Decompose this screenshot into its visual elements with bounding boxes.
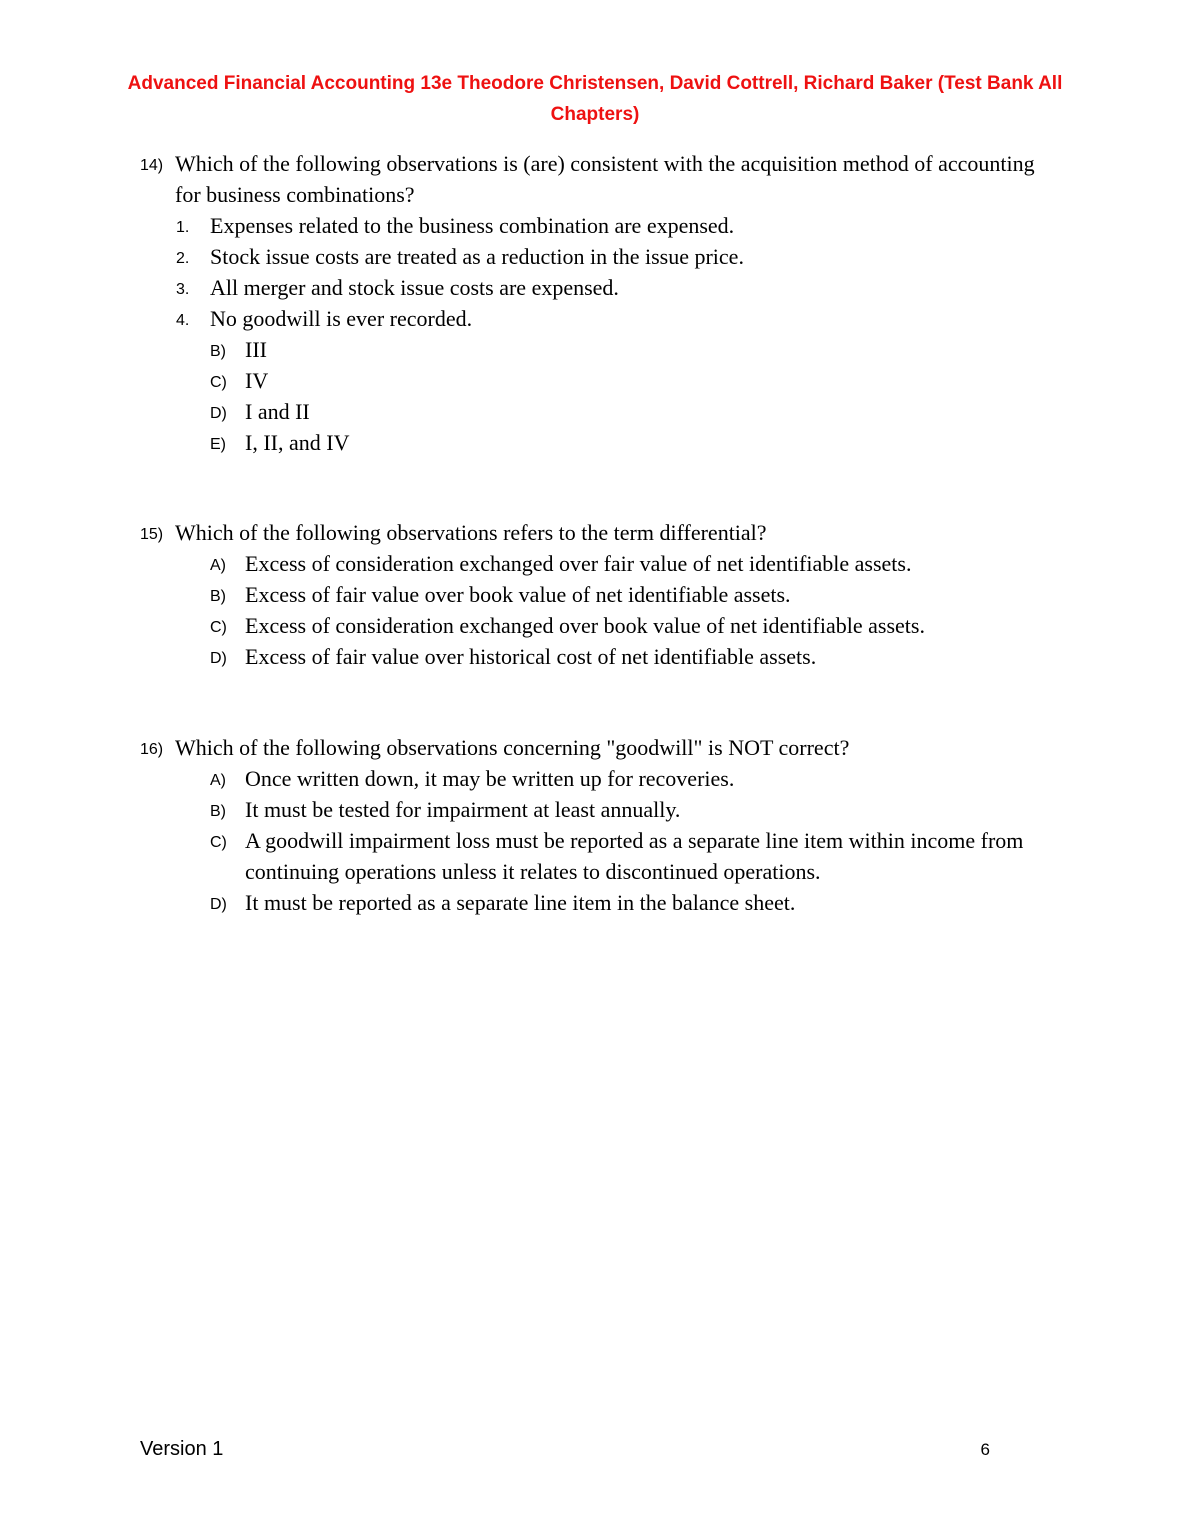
statement-marker: 4. xyxy=(176,312,190,329)
answer-choice xyxy=(140,610,1040,641)
choice-text: Excess of consideration exchanged over fair value of net identifiable assets. xyxy=(245,551,912,576)
choice-marker: B) xyxy=(210,343,226,360)
answer-choice xyxy=(140,334,1040,365)
statement-item xyxy=(140,272,1040,303)
answer-choice xyxy=(140,794,1040,825)
choice-text: III xyxy=(245,337,267,362)
question-number: 15) xyxy=(140,526,164,543)
choice-text: Once written down, it may be written up for recoveries. xyxy=(245,766,735,791)
question-16 xyxy=(140,732,1040,918)
choice-marker: D) xyxy=(210,896,227,913)
choice-marker: A) xyxy=(210,557,226,574)
choice-text: I, II, and IV xyxy=(245,430,350,455)
choice-marker: B) xyxy=(210,588,226,605)
question-15 xyxy=(140,517,1040,672)
statement-marker: 2. xyxy=(176,250,190,267)
answer-choice xyxy=(140,548,1040,579)
question-stem xyxy=(140,517,1040,548)
statement-item xyxy=(140,303,1040,334)
choice-text: It must be reported as a separate line item in the balance sheet. xyxy=(245,890,796,915)
question-stem xyxy=(140,732,1040,763)
choice-marker: C) xyxy=(210,834,227,851)
answer-choice xyxy=(140,365,1040,396)
answer-choice xyxy=(140,641,1040,672)
statement-text: No goodwill is ever recorded. xyxy=(210,306,473,331)
statement-text: All merger and stock issue costs are expensed. xyxy=(210,275,619,300)
question-number: 16) xyxy=(140,741,164,758)
choice-text: Excess of consideration exchanged over book value of net identifiable assets. xyxy=(245,613,925,638)
answer-choice xyxy=(140,396,1040,427)
question-text: Which of the following observations is (are) consistent with the acquisition method of accounting for business combinations? xyxy=(175,151,1035,207)
answer-choice xyxy=(140,427,1040,458)
answer-choice xyxy=(140,579,1040,610)
choice-text: Excess of fair value over book value of net identifiable assets. xyxy=(245,582,791,607)
answer-choice xyxy=(140,825,1040,887)
question-text: Which of the following observations refers to the term differential? xyxy=(175,520,767,545)
choice-text: IV xyxy=(245,368,269,393)
statement-marker: 3. xyxy=(176,281,190,298)
footer-version: Version 1 xyxy=(140,1438,224,1460)
choice-marker: B) xyxy=(210,803,226,820)
statement-marker: 1. xyxy=(176,219,190,236)
choice-marker: C) xyxy=(210,374,227,391)
choice-text: It must be tested for impairment at least annually. xyxy=(245,797,681,822)
choice-text: I and II xyxy=(245,399,310,424)
choice-text: Excess of fair value over historical cost of net identifiable assets. xyxy=(245,644,817,669)
statement-item xyxy=(140,241,1040,272)
choice-marker: C) xyxy=(210,619,227,636)
question-14 xyxy=(140,148,1040,458)
question-stem xyxy=(140,148,1040,210)
statement-text: Expenses related to the business combination are expensed. xyxy=(210,213,735,238)
question-text: Which of the following observations concerning "goodwill" is NOT correct? xyxy=(175,735,850,760)
choice-marker: D) xyxy=(210,405,227,422)
statement-item xyxy=(140,210,1040,241)
choice-marker: A) xyxy=(210,772,226,789)
document-header-title: Advanced Financial Accounting 13e Theodore Christensen, David Cottrell, Richard Baker (Test Bank All Chapters) xyxy=(127,73,1063,125)
footer-page-number: 6 xyxy=(980,1440,990,1459)
question-number: 14) xyxy=(140,157,164,174)
answer-choice xyxy=(140,763,1040,794)
choice-marker: E) xyxy=(210,436,226,453)
answer-choice xyxy=(140,887,1040,918)
choice-text: A goodwill impairment loss must be reported as a separate line item within income from continuing operations unless it relates to discontinued operations. xyxy=(245,828,1024,884)
choice-marker: D) xyxy=(210,650,227,667)
statement-text: Stock issue costs are treated as a reduction in the issue price. xyxy=(210,244,744,269)
